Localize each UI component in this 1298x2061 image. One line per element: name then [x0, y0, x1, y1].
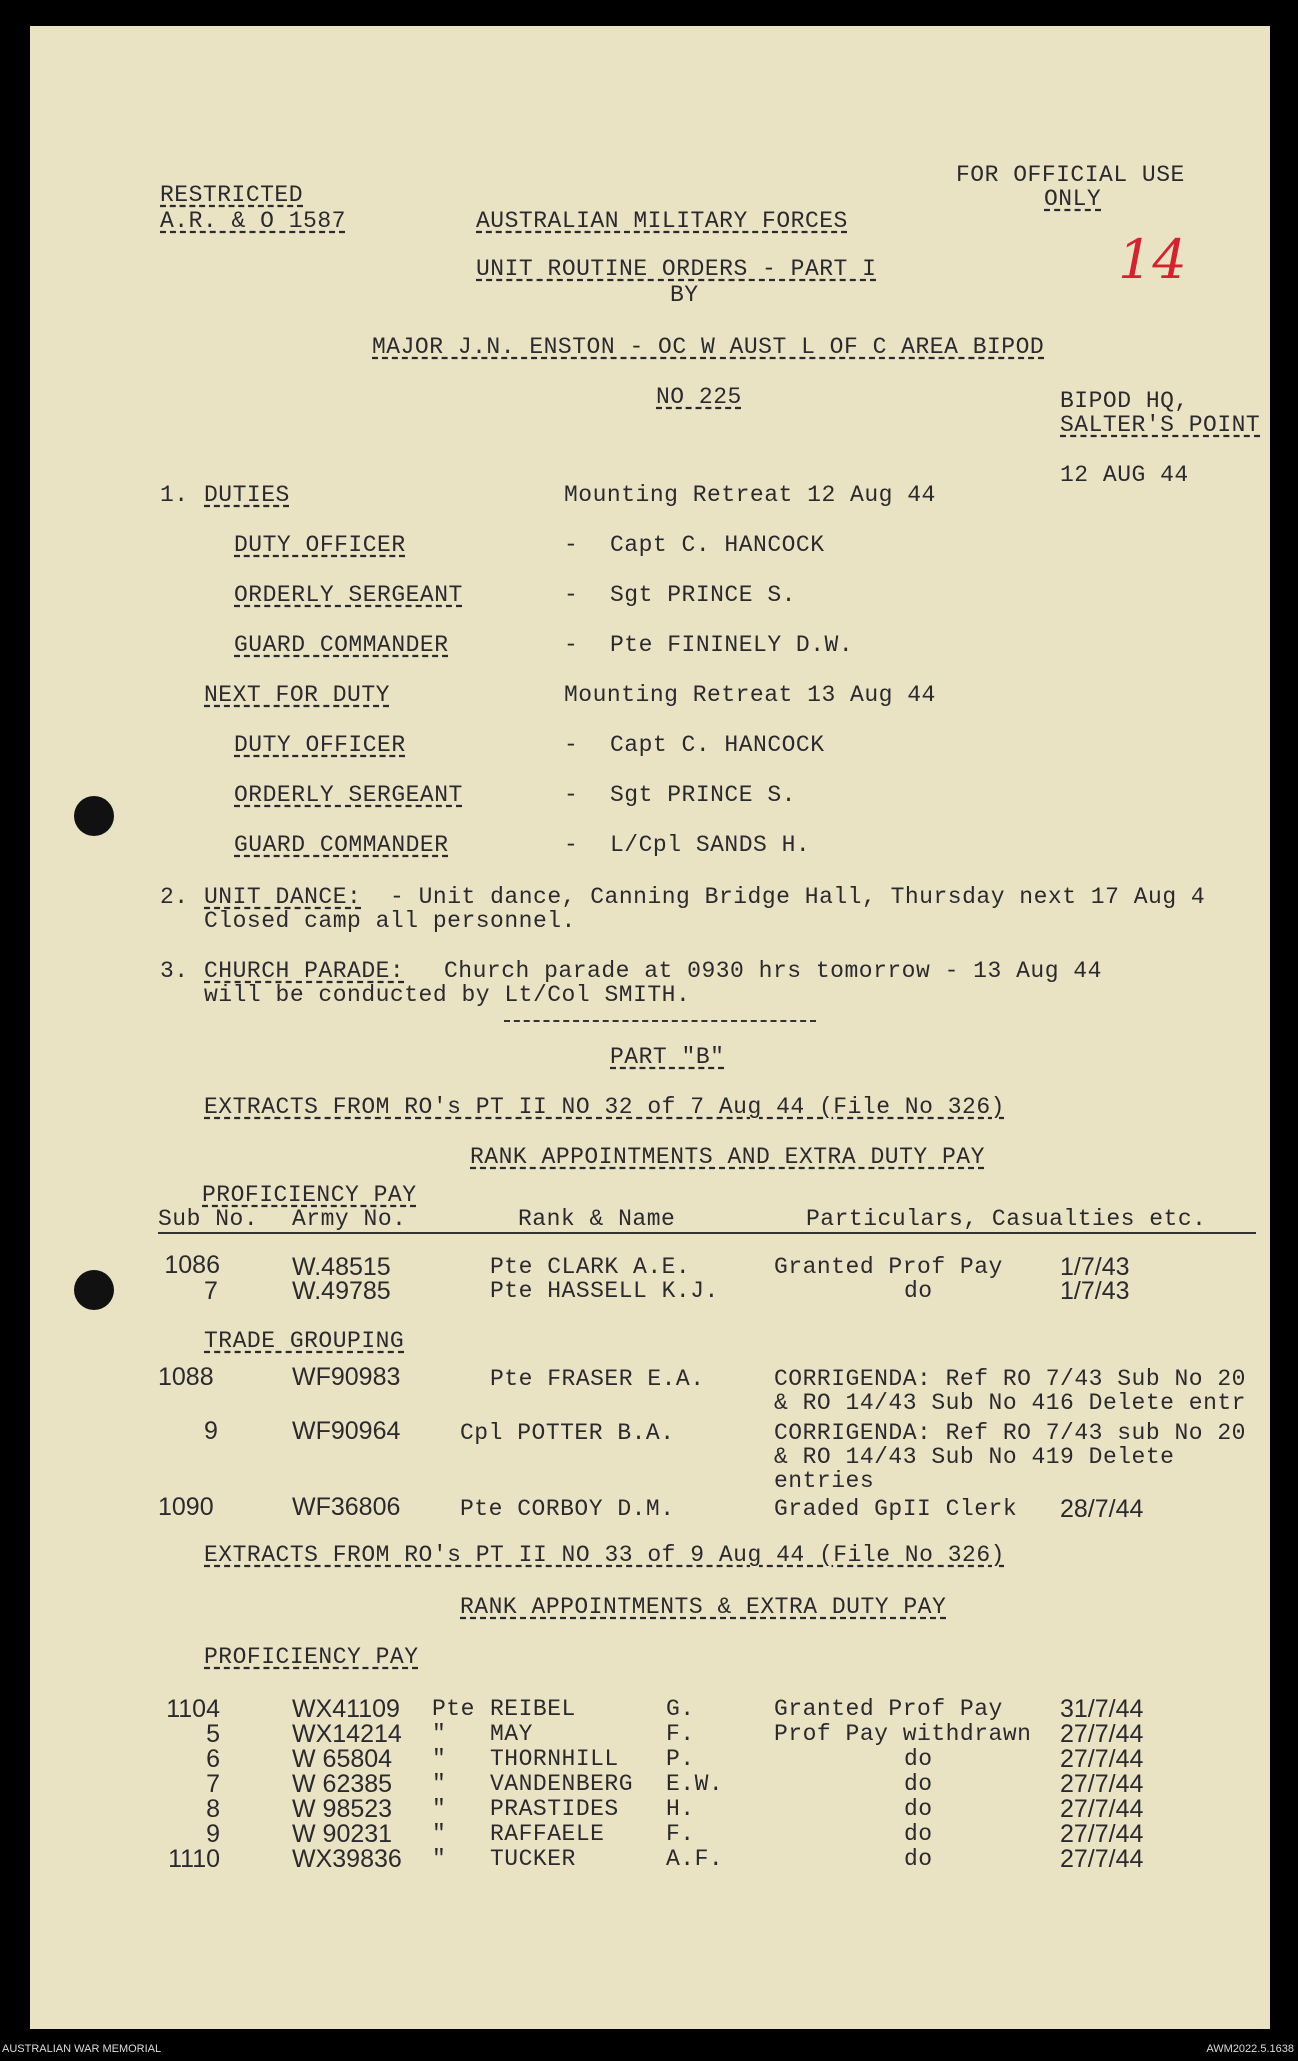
surname: RAFFAELE [490, 1821, 605, 1847]
initials: F. [666, 1821, 695, 1847]
surname: MAY [490, 1721, 533, 1747]
particulars: do [904, 1846, 933, 1872]
particulars: do [904, 1821, 933, 1847]
army-number: WF90983 [292, 1363, 401, 1391]
duty-name: Capt C. HANCOCK [610, 732, 825, 758]
effective-date: 1/7/43 [1060, 1253, 1130, 1281]
sub-number: 5 [206, 1720, 220, 1748]
rank-label: " [432, 1821, 447, 1847]
extract-heading-2: EXTRACTS FROM RO's PT II NO 33 of 9 Aug 44 (File No 326) [204, 1542, 1005, 1568]
next-duty-mounting: Mounting Retreat 13 Aug 44 [564, 682, 936, 708]
army-number: WF90964 [292, 1417, 401, 1445]
initials: E.W. [666, 1771, 724, 1797]
col-sub-no: Sub No. [158, 1206, 259, 1232]
effective-date: 27/7/44 [1060, 1770, 1144, 1798]
duty-role: GUARD COMMANDER [234, 632, 449, 658]
sub-number: 7 [206, 1770, 220, 1798]
sub-number: 1110 [168, 1845, 220, 1873]
rank-appointments-heading-1: RANK APPOINTMENTS AND EXTRA DUTY PAY [470, 1144, 985, 1170]
army-number: WX41109 [292, 1695, 400, 1723]
initials: F. [666, 1721, 695, 1747]
section-divider [504, 1020, 816, 1022]
order-number: NO 225 [656, 384, 742, 410]
church-parade-text: Church parade at 0930 hrs tomorrow - 13 Aug 44 [444, 958, 1102, 984]
orders-title: UNIT ROUTINE ORDERS - PART I [476, 256, 877, 282]
effective-date: 31/7/44 [1060, 1695, 1144, 1723]
rank-label: " [432, 1771, 447, 1797]
extract-heading-1: EXTRACTS FROM RO's PT II NO 32 of 7 Aug 44 (File No 326) [204, 1094, 1005, 1120]
duty-role: ORDERLY SERGEANT [234, 582, 463, 608]
army-number: W 65804 [292, 1745, 393, 1773]
surname: THORNHILL [490, 1746, 619, 1772]
initials: A.F. [666, 1846, 724, 1872]
particulars: Prof Pay withdrawn [774, 1721, 1032, 1747]
punch-hole-lower [74, 1270, 114, 1310]
effective-date: 27/7/44 [1060, 1845, 1144, 1873]
duty-dash: - [564, 832, 579, 858]
duty-name: Pte FININELY D.W. [610, 632, 854, 658]
sub-number: 6 [206, 1745, 220, 1773]
duty-dash: - [564, 732, 579, 758]
particulars-cont: entries [774, 1468, 875, 1494]
official-use-line1: FOR OFFICIAL USE [956, 162, 1185, 188]
initials: P. [666, 1746, 695, 1772]
surname: VANDENBERG [490, 1771, 634, 1797]
duty-role: DUTY OFFICER [234, 732, 406, 758]
location-line1: BIPOD HQ, [1060, 388, 1189, 414]
rank-label: " [432, 1746, 447, 1772]
col-army-no: Army No. [292, 1206, 407, 1232]
particulars: Granted Prof Pay [774, 1254, 1003, 1280]
effective-date: 27/7/44 [1060, 1720, 1144, 1748]
particulars: CORRIGENDA: Ref RO 7/43 Sub No 20 [774, 1366, 1246, 1392]
location-line2: SALTER'S POINT [1060, 412, 1261, 438]
sub-number: 7 [204, 1277, 218, 1305]
surname: TUCKER [490, 1846, 576, 1872]
particulars: do [904, 1278, 933, 1304]
classification: RESTRICTED [160, 182, 304, 208]
effective-date: 27/7/44 [1060, 1795, 1144, 1823]
particulars: CORRIGENDA: Ref RO 7/43 sub No 20 [774, 1420, 1246, 1446]
sub-number: 1104 [166, 1695, 220, 1723]
sub-number: 1090 [158, 1493, 214, 1521]
rank-name: Cpl POTTER B.A. [460, 1420, 675, 1446]
effective-date: 27/7/44 [1060, 1820, 1144, 1848]
next-duty-title: NEXT FOR DUTY [204, 682, 390, 708]
rank-label: " [432, 1846, 447, 1872]
punch-hole-upper [74, 796, 114, 836]
table-header-rule [158, 1232, 1256, 1234]
rank-name: Pte CORBOY D.M. [460, 1496, 675, 1522]
particulars: do [904, 1771, 933, 1797]
initials: G. [666, 1696, 695, 1722]
particulars: Granted Prof Pay [774, 1696, 1003, 1722]
particulars-cont: & RO 14/43 Sub No 416 Delete entr [774, 1390, 1246, 1416]
sub-number: 1086 [164, 1251, 220, 1279]
rank-name: Pte CLARK A.E. [490, 1254, 691, 1280]
document-page [30, 26, 1270, 2029]
rank-label: " [432, 1796, 447, 1822]
forces-title: AUSTRALIAN MILITARY FORCES [476, 208, 848, 234]
red-mark-text: 14 [1118, 228, 1187, 291]
army-number: W.48515 [292, 1253, 391, 1281]
army-number: WX39836 [292, 1845, 402, 1873]
sub-number: 9 [206, 1820, 220, 1848]
trade-grouping-heading: TRADE GROUPING [204, 1328, 405, 1354]
order-date: 12 AUG 44 [1060, 462, 1189, 488]
rank-label: " [432, 1721, 447, 1747]
col-rank-name: Rank & Name [518, 1206, 676, 1232]
particulars: Graded GpII Clerk [774, 1496, 1018, 1522]
unit-dance-text: - Unit dance, Canning Bridge Hall, Thursday next 17 Aug 4 [390, 884, 1206, 910]
church-parade-text-2: will be conducted by Lt/Col SMITH. [204, 982, 691, 1008]
surname: REIBEL [490, 1696, 576, 1722]
duty-dash: - [564, 532, 579, 558]
rank-name: Pte FRASER E.A. [490, 1366, 705, 1392]
effective-date: 1/7/43 [1060, 1277, 1130, 1305]
church-parade-title: CHURCH PARADE: [204, 958, 405, 984]
duties-title: DUTIES [204, 482, 290, 508]
sub-number: 8 [206, 1795, 220, 1823]
item2-index: 2. [160, 884, 189, 910]
footer-left: AUSTRALIAN WAR MEMORIAL [2, 2043, 162, 2055]
order-reference: A.R. & O 1587 [160, 208, 346, 234]
footer-right: AWM2022.5.1638 [1206, 2043, 1294, 2055]
item3-index: 3. [160, 958, 189, 984]
duty-dash: - [564, 582, 579, 608]
red-handwritten-mark [1110, 222, 1190, 302]
army-number: W 90231 [292, 1820, 393, 1848]
rank-appointments-heading-2: RANK APPOINTMENTS & EXTRA DUTY PAY [460, 1594, 947, 1620]
sub-number: 9 [204, 1417, 218, 1445]
duty-name: Sgt PRINCE S. [610, 582, 796, 608]
official-use-line2: ONLY [1044, 186, 1102, 212]
unit-dance-text-2: Closed camp all personnel. [204, 908, 576, 934]
duty-role: ORDERLY SERGEANT [234, 782, 463, 808]
effective-date: 28/7/44 [1060, 1495, 1144, 1523]
sub-number: 1088 [158, 1363, 214, 1391]
duty-name: Capt C. HANCOCK [610, 532, 825, 558]
item1-index: 1. [160, 482, 189, 508]
army-number: W 62385 [292, 1770, 393, 1798]
rank-label: Pte [432, 1696, 475, 1722]
duty-dash: - [564, 632, 579, 658]
army-number: W 98523 [292, 1795, 393, 1823]
surname: PRASTIDES [490, 1796, 619, 1822]
duty-role: GUARD COMMANDER [234, 832, 449, 858]
duties-mounting: Mounting Retreat 12 Aug 44 [564, 482, 936, 508]
army-number: WX14214 [292, 1720, 402, 1748]
rank-name: Pte HASSELL K.J. [490, 1278, 719, 1304]
effective-date: 27/7/44 [1060, 1745, 1144, 1773]
duty-name: Sgt PRINCE S. [610, 782, 796, 808]
initials: H. [666, 1796, 695, 1822]
col-particulars: Particulars, Casualties etc. [806, 1206, 1207, 1232]
particulars-cont: & RO 14/43 Sub No 419 Delete [774, 1444, 1175, 1470]
by-label: BY [670, 282, 699, 308]
proficiency-pay-heading-1: PROFICIENCY PAY [202, 1182, 417, 1208]
unit-dance-title: UNIT DANCE: [204, 884, 362, 910]
army-number: W.49785 [292, 1277, 391, 1305]
issuing-officer: MAJOR J.N. ENSTON - OC W AUST L OF C AREA BIPOD [372, 334, 1045, 360]
army-number: WF36806 [292, 1493, 401, 1521]
duty-dash: - [564, 782, 579, 808]
particulars: do [904, 1796, 933, 1822]
particulars: do [904, 1746, 933, 1772]
duty-role: DUTY OFFICER [234, 532, 406, 558]
duty-name: L/Cpl SANDS H. [610, 832, 811, 858]
part-b-title: PART "B" [610, 1044, 725, 1070]
proficiency-pay-heading-2: PROFICIENCY PAY [204, 1644, 419, 1670]
